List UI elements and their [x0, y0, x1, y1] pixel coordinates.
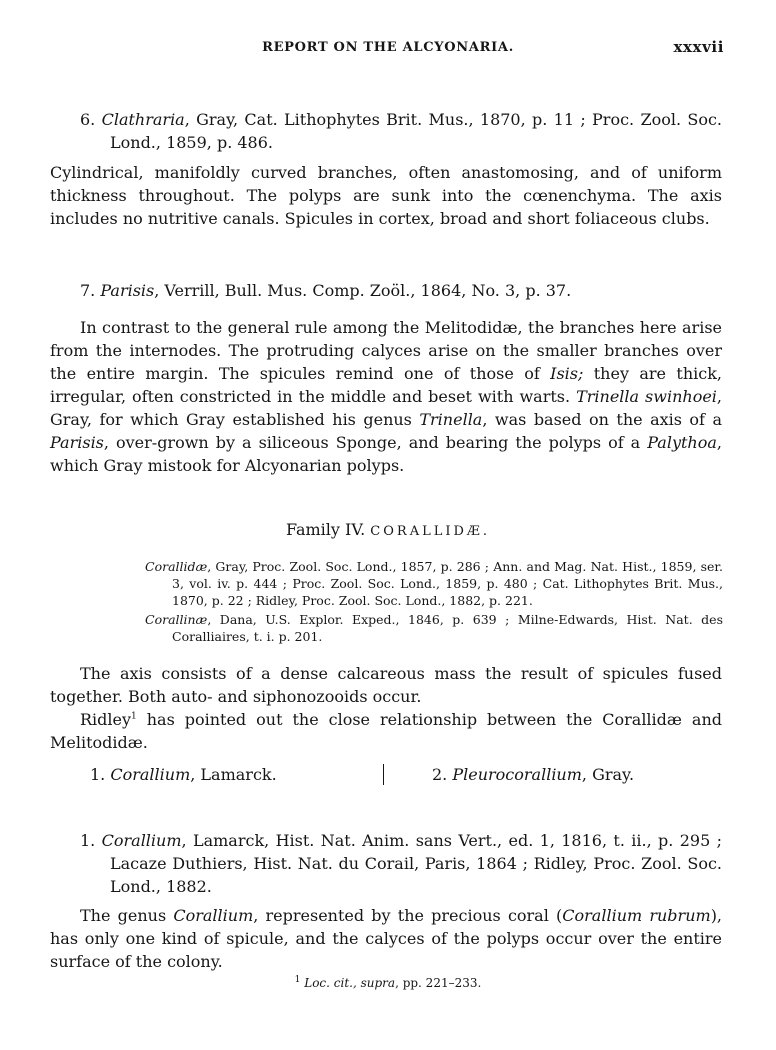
footnote-number: 1: [294, 975, 301, 985]
entry-number: 6.: [80, 110, 96, 129]
entry-number: 7.: [80, 281, 96, 300]
genus-reference: , Lamarck, Hist. Nat. Anim. sans Vert., ed. 1, 1816, t. ii., p. 295 ; Lacaze Duthiers, Hist. Nat. du Corail, Paris, 1864 ; Ridley, Proc. Zool. Soc. Lond., 1882.: [110, 831, 722, 896]
family-synonymy: [145, 558, 723, 647]
synonym-reference: , Gray, Proc. Zool. Soc. Lond., 1857, p. 286 ; Ann. and Mag. Nat. Hist., 1859, ser. 3, vol. iv. p. 444 ; Proc. Zool. Soc. Lond., 1859, p. 480 ; Cat. Lithophytes Brit. Mus., 1870, p. 22 ; Ridley, Proc. Zool. Soc. Lond., 1882, p. 221.: [172, 559, 723, 608]
text: has pointed out the close relationship between the Corallidæ and Melitodidæ.: [50, 710, 722, 752]
synonym-name: Corallidæ: [145, 559, 208, 574]
genus-author: , Gray.: [581, 765, 635, 784]
genus-author: , Lamarck.: [190, 765, 277, 784]
text: , over-grown by a siliceous Sponge, and bearing the polyps of a: [103, 433, 648, 452]
genus-name: Clathraria: [101, 110, 185, 129]
text: , represented by the precious coral (: [253, 906, 563, 925]
synonym-name: Corallinæ: [145, 612, 208, 627]
running-header: REPORT ON THE ALCYONARIA.: [262, 40, 514, 55]
text: Ridley: [80, 710, 132, 729]
text: , was based on the axis of a: [482, 410, 722, 429]
genus-name: Corallium: [101, 831, 182, 850]
entry-number: 1.: [90, 765, 106, 784]
family-label: Family IV.: [285, 520, 366, 539]
corallium-description: [50, 904, 722, 973]
clathraria-entry: [80, 108, 722, 154]
genus-name: Pleurocorallium: [452, 765, 582, 784]
text: In contrast to the general rule among the Melitodidæ, the branches here arise from the internodes. The protruding calyces arise on the smaller branches over the entire margin. The spicules remind one of those of: [50, 318, 722, 383]
text: , which Gray mistook for Alcyonarian polyps.: [50, 433, 722, 475]
family-description: [50, 662, 722, 754]
entry-number: 1.: [80, 831, 96, 850]
text: ), has only one kind of spicule, and the calyces of the polyps occur over the entire surface of the colony.: [50, 906, 723, 971]
taxon: Trinella: [419, 410, 483, 429]
text: , Gray, for which Gray established his genus: [50, 387, 723, 429]
column-divider: [383, 764, 384, 785]
genus-list-item: [432, 763, 634, 786]
description-text: The axis consists of a dense calcareous mass the result of spicules fused together. Both auto- and siphonozooids occur.: [50, 664, 722, 706]
text: The genus: [80, 906, 174, 925]
text: they are thick, irregular, often constricted in the middle and beset with warts.: [50, 364, 723, 406]
footnote: [0, 976, 776, 990]
genus-name: Parisis: [100, 281, 155, 300]
clathraria-description: [50, 161, 722, 230]
footnote-marker: 1: [131, 711, 137, 722]
description-text: Cylindrical, manifoldly curved branches, often anastomosing, and of uniform thickness throughout. The polyps are sunk into the cœnenchyma. The axis includes no nutritive canals. Spicules in cortex, broad and short foliaceous clubs.: [50, 163, 722, 228]
synonym-reference: , Dana, U.S. Explor. Exped., 1846, p. 639 ; Milne-Edwards, Hist. Nat. des Coralliaires, t. i. p. 201.: [172, 612, 723, 644]
footnote-citation: Loc. cit., supra: [304, 976, 396, 990]
family-heading: [0, 520, 776, 539]
footnote-text: , pp. 221–233.: [395, 976, 482, 990]
parisis-entry: [80, 279, 722, 302]
page-number: xxxvii: [673, 38, 724, 56]
taxon: Parisis: [50, 433, 104, 452]
genus-name: Corallium: [110, 765, 191, 784]
corallium-entry: [80, 829, 722, 898]
taxon: Corallium rubrum: [562, 906, 711, 925]
genus-list-item: [90, 763, 277, 786]
genus-reference: , Gray, Cat. Lithophytes Brit. Mus., 1870, p. 11 ; Proc. Zool. Soc. Lond., 1859, p. 486.: [110, 110, 723, 152]
taxon: Palythoa: [647, 433, 717, 452]
taxon: Isis;: [550, 364, 584, 383]
genus-reference: , Verrill, Bull. Mus. Comp. Zoöl., 1864, No. 3, p. 37.: [154, 281, 572, 300]
entry-number: 2.: [432, 765, 448, 784]
family-name: CORALLIDÆ.: [370, 524, 491, 539]
parisis-description: [50, 316, 722, 477]
taxon: Corallium: [173, 906, 254, 925]
taxon: Trinella swinhoei: [576, 387, 717, 406]
